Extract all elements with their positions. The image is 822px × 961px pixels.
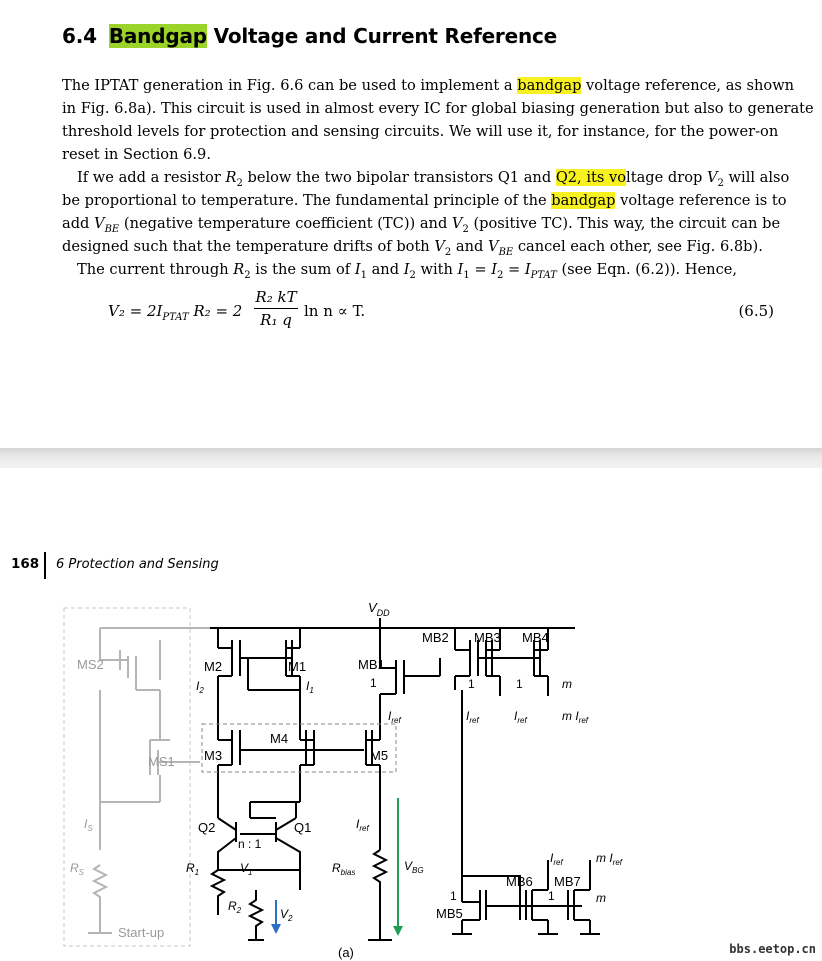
startup-circuit: [88, 628, 210, 933]
q2-label: Q2: [198, 820, 216, 835]
svg-text:R1: $R_1$: [186, 861, 200, 877]
m3-label: M3: [204, 748, 223, 763]
vdd-label: $V_{DD}$: [368, 600, 390, 618]
svg-text:Iref: $I_{ref}$: [388, 709, 401, 725]
ms2-label: MS2: [77, 657, 104, 672]
equation-fraction: R₂ kT R₁ q: [255, 288, 297, 329]
equation-number: (6.5): [738, 302, 774, 320]
mb7-ratio: 1: [548, 889, 555, 903]
svg-text:I2: $I_2$: [196, 679, 204, 695]
rs-label: $R_S$: [70, 861, 85, 877]
equation-6-5: [108, 288, 774, 338]
section-title-highlight: Bandgap: [108, 24, 207, 48]
svg-text:V1: $V_1$: [240, 861, 253, 877]
mb4-ratio: 1: [516, 677, 523, 691]
page-upper: [0, 0, 822, 448]
highlight-bandgap: bandgap: [551, 192, 616, 209]
svg-text:R2: $R_2$: [228, 899, 242, 915]
mb6-label: MB6: [506, 874, 533, 889]
mb2-label: MB2: [422, 630, 449, 645]
equation-rhs: ln n ∝ T.: [304, 302, 366, 320]
section-heading: [62, 24, 557, 48]
mb5-label: MB5: [436, 906, 463, 921]
startup-label: Start-up: [118, 925, 165, 940]
page-break: [0, 448, 822, 468]
circuit-wires: [210, 618, 600, 940]
svg-text:m Iref: m $I_{ref}$: [596, 851, 623, 867]
svg-text:VBG: $V_{BG}$: [404, 859, 424, 875]
v2-arrowhead: [271, 924, 281, 934]
paragraph-2: [62, 166, 790, 258]
highlight-bandgap: bandgap: [517, 77, 582, 94]
ratio-label: n : 1: [238, 837, 262, 851]
text-line: threshold levels for protection and sensing circuits. We will use it, for instance, for the power-on: [62, 123, 779, 140]
mb7-label: MB7: [554, 874, 581, 889]
equation-lhs: $V_2 = 2I_{PTAT}$ R₂ = 2: [108, 302, 243, 323]
m1-label: M1: [288, 659, 307, 674]
m2-label: M2: [204, 659, 223, 674]
mb1-ratio: 1: [370, 676, 377, 690]
mb3-ratio: 1: [468, 677, 475, 691]
text-line: If we add a resistor $R_2$ below the two bipolar transistors Q1 and Q2, its voltage drop $V_2$ will also: [77, 169, 790, 189]
text-line: in Fig. 6.8a). This circuit is used in almost every IC for global biasing generation but also to generate: [62, 100, 814, 117]
svg-text:Iref: $I_{ref}$: [356, 817, 369, 833]
svg-text:V2: $V_2$: [280, 907, 293, 923]
section-number: 6.4: [62, 24, 97, 48]
text-line: be proportional to temperature. The fundamental principle of the bandgap voltage reference is to: [62, 192, 787, 209]
is-label: $I_S$: [84, 817, 93, 833]
text-line: reset in Section 6.9.: [62, 146, 211, 163]
svg-text:Iref: $I_{ref}$: [466, 709, 479, 725]
svg-text:Iref: $I_{ref}$: [550, 851, 563, 867]
svg-text:Iref: $I_{ref}$: [514, 709, 527, 725]
svg-text:I1: $I_1$: [306, 679, 314, 695]
mb1-label: MB1: [358, 657, 385, 672]
paragraph-1: [62, 74, 814, 166]
figure-caption: (a): [338, 945, 354, 960]
highlight-q2: Q2, its vo: [555, 169, 627, 186]
text-line: designed such that the temperature drifts of both $V_2$ and $V_{BE}$ cancel each other, see Fig. 6.8b).: [62, 238, 763, 258]
header-rule: [44, 552, 46, 579]
mb7-m-label: m: [596, 891, 606, 905]
mb-m-label: m: [562, 677, 572, 691]
running-head: 6 Protection and Sensing: [56, 557, 219, 572]
m4-label: M4: [270, 731, 289, 746]
ms1-label: MS1: [148, 754, 175, 769]
mb3-label: MB3: [474, 630, 501, 645]
bandgap-circuit-figure: [0, 590, 822, 961]
mb4-label: MB4: [522, 630, 549, 645]
svg-text:Rbias: $R_{bias}$: [332, 861, 356, 877]
watermark: bbs.eetop.cn: [729, 942, 816, 956]
text-line: The IPTAT generation in Fig. 6.6 can be used to implement a bandgap voltage reference, as shown: [62, 77, 795, 94]
svg-text:m Iref: m $I_{ref}$: [562, 709, 589, 725]
vbg-arrowhead: [393, 926, 403, 936]
q1-label: Q1: [294, 820, 312, 835]
paragraph-3: [62, 258, 774, 281]
mb5-ratio: 1: [450, 889, 457, 903]
page-number: 168: [11, 556, 40, 572]
text-line: The current through $R_2$ is the sum of $I_1$ and $I_2$ with $I_1 = I_2 = I_{PTAT}$ (see Eqn. (6.2)). Hence,: [77, 261, 738, 281]
m5-label: M5: [370, 748, 389, 763]
section-title: Voltage and Current Reference: [206, 24, 558, 48]
text-line: add $V_{BE}$ (negative temperature coefficient (TC)) and $V_2$ (positive TC). This way, the circuit can be: [62, 215, 781, 235]
